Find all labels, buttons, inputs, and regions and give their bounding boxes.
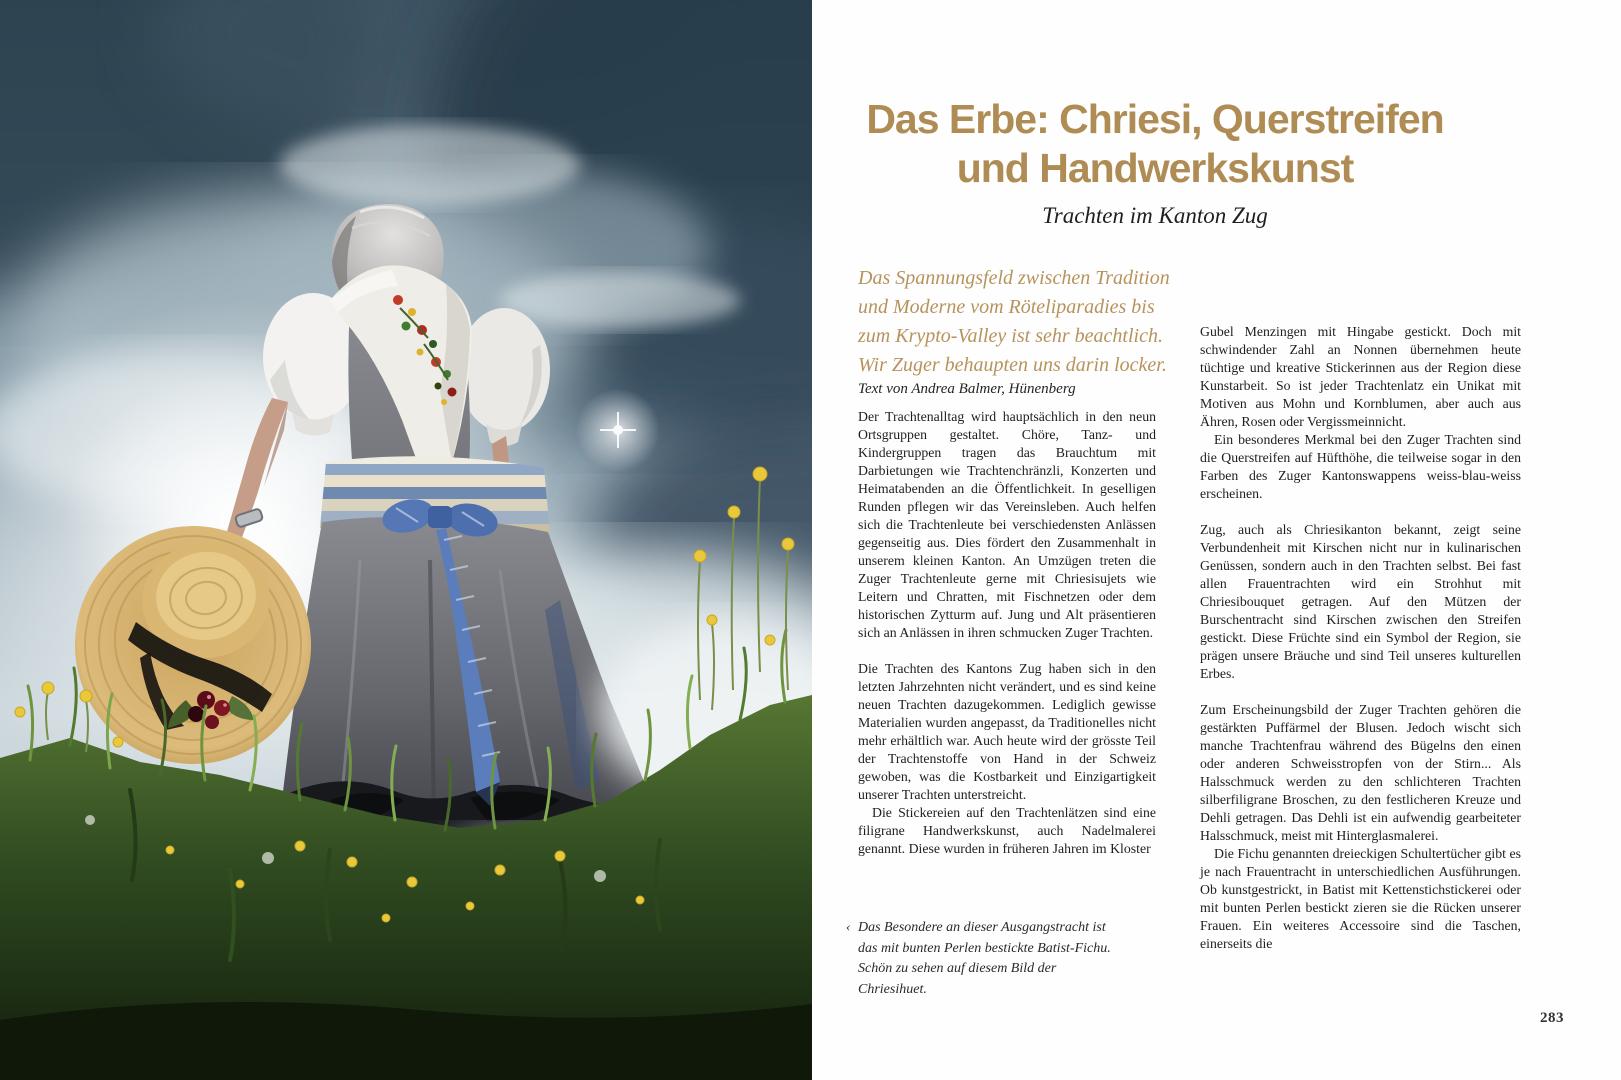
lead-paragraph: Das Spannungsfeld zwischen Tradition und Moderne vom Röteliparadies bis zum Krypto-Valley ist sehr beachtlich. Wir Zuger behaupten uns darin locker.	[858, 267, 1170, 376]
text-column-2	[1200, 323, 1521, 953]
paragraph: Gubel Menzingen mit Hingabe gestickt. Doch mit schwindender Zahl an Nonnen übernehmen heute tüchtige und kreative Stickerinnen aus der Region diese Kunstarbeit. So ist jeder Trachtenlatz ein Unikat mit Motiven aus Mohn und Kornblumen, aber auch aus Ähren, Rosen oder Vergissmeinnicht.	[1200, 324, 1521, 429]
caption-text: Das Besondere an dieser Ausgangstracht ist das mit bunten Perlen bestickte Batist-Fichu. Schön zu sehen auf diesem Bild der Chriesihuet.	[858, 920, 1111, 997]
title-line-1: Das Erbe: Chriesi, Querstreifen	[866, 96, 1444, 142]
article-title	[830, 95, 1480, 193]
paragraph: Zum Erscheinungsbild der Zuger Trachten gehören die gestärkten Puffärmel der Blusen. Jedoch wischt sich manche Trachtenfrau während des Bügelns den einen oder anderen Schweisstropfen von der Stirn... Als Halsschmuck werden zu den schlichteren Trachten silberfiligrane Broschen, zu den festlicheren Kreuze und Dehli getragen. Das Dehli ist ein aufwendig gearbeiteter Halsschmuck, meist mit Hinterglasmalerei.	[1200, 702, 1521, 843]
paragraph: Ein besonderes Merkmal bei den Zuger Trachten sind die Querstreifen auf Hüfthöhe, die teilweise sogar in den Farben des Zuger Kantonswappens weiss-blau-weiss erscheinen.	[1200, 432, 1521, 501]
paragraph: Die Stickereien auf den Trachtenlätzen sind eine filigrane Handwerkskunst, auch Nadelmalerei genannt. Diese wurden in früheren Jahren im Kloster	[858, 805, 1156, 856]
caption-arrow-icon: ‹	[846, 920, 851, 935]
byline: Text von Andrea Balmer, Hünenberg	[858, 381, 1076, 397]
page-number: 283	[1540, 1010, 1564, 1026]
paragraph: Die Trachten des Kantons Zug haben sich in den letzten Jahrzehnten nicht verändert, und es sind keine neuen Trachten dazugekommen. Lediglich gewisse Materialien wurden angepasst, da Traditionelles nicht mehr erhältlich war. Auch heute wird der grösste Teil der Trachtenstoffe von Hand in der Schweiz gewoben, was die Kostbarkeit und Einzigartigkeit unserer Trachten unterstreicht.	[858, 661, 1156, 802]
paragraph: Die Fichu genannten dreieckigen Schultertücher gibt es je nach Frauentracht in unterschiedlichen Ausführungen. Ob kunstgestrickt, in Batist mit Kettenstichstickerei oder mit bunten Perlen bestickt zieren sie die Rücken unserer Frauen. Ein weiteres Accessoire sind die Taschen, einerseits die	[1200, 846, 1521, 951]
paragraph: Der Trachtenalltag wird hauptsächlich in den neun Ortsgruppen gestaltet. Chöre, Tanz- und Kindergruppen tragen das Brauchtum mit Darbietungen wie Trachtenchränzli, Konzerten und Heimatabenden an die Öffentlichkeit. In geselligen Runden pflegen wir das Vereinsleben. Auch helfen sich die Trachtenleute bei verschiedensten Anlässen gegenseitig aus. Dies fördert den Zusammenhalt in unserem kleinen Kanton. An Umzügen treten die Zuger Trachtenleute gerne mit Chriesisujets wie Leitern und Chratten, mit Fischnetzen oder dem historischen Zytturm auf. Jung und Alt präsentieren sich an Anlässen in ihren schmucken Zuger Trachten.	[858, 409, 1156, 640]
photo-caption	[846, 918, 1122, 1000]
title-line-2: und Handwerkskunst	[956, 145, 1354, 191]
article-subtitle: Trachten im Kanton Zug	[1042, 203, 1268, 228]
paragraph: Zug, auch als Chriesikanton bekannt, zeigt seine Verbundenheit mit Kirschen nicht nur in kulinarischen Genüssen, sondern auch in den Trachten selbst. Bei fast allen Frauentrachten wird ein Strohhut mit Chriesibouquet getragen. Auf den Mützen der Burschentracht sind Kirschen zwischen den Streifen gestickt. Diese Früchte sind ein Symbol der Region, sie prägen unsere Bräuche und sind Teil unseres kulturellen Erbes.	[1200, 522, 1521, 681]
text-column-1	[858, 408, 1156, 858]
